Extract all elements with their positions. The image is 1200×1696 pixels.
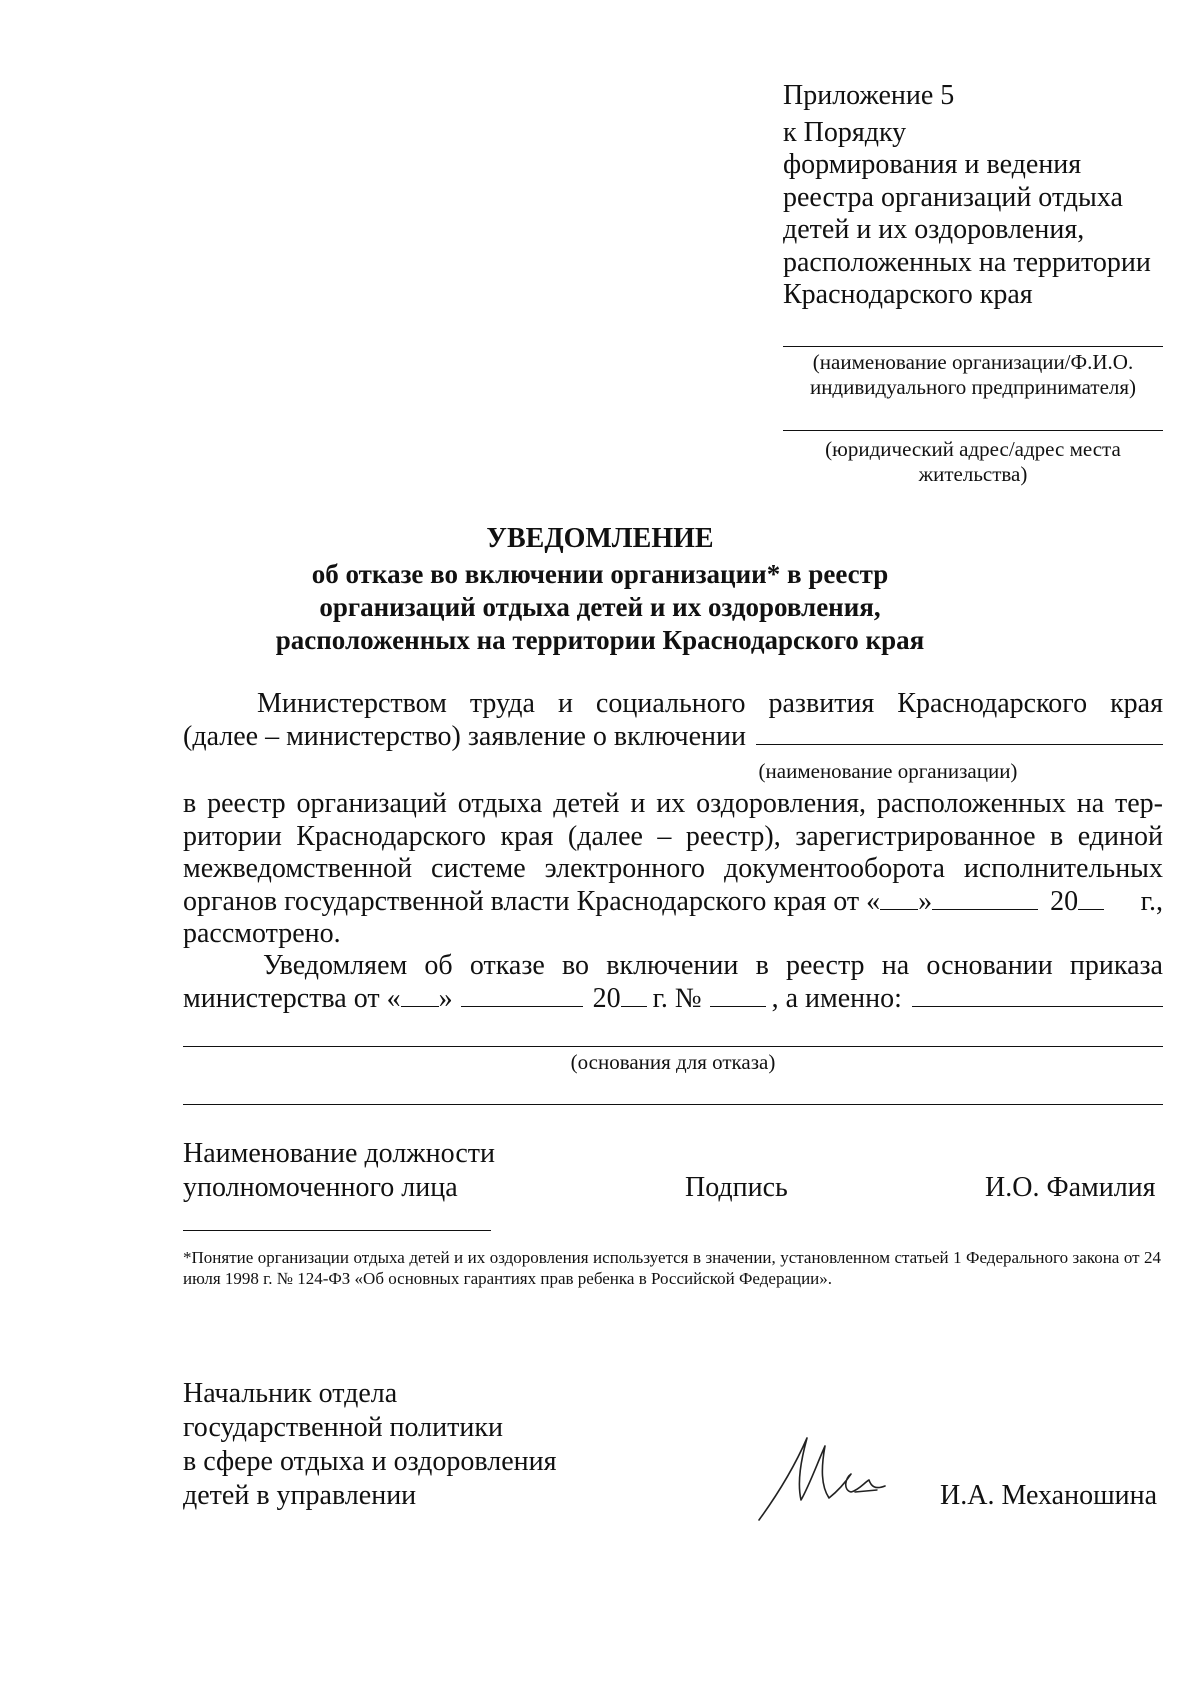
reason-line-2 — [183, 1104, 1163, 1105]
notice-paragraph-1 — [183, 688, 1163, 951]
order-month-blank — [461, 984, 583, 1007]
approval-position: Начальник отдела государственной политики в сфере отдыха и оздоровления детей в управлении — [183, 1378, 557, 1511]
title-line: расположенных на территории Краснодарского края — [275, 625, 925, 655]
org-name-blank-caption: (наименование организации) — [758, 759, 1018, 783]
position-title: Наименование должности уполномоченного лица — [183, 1138, 495, 1203]
approval-name: И.А. Механошина — [940, 1480, 1158, 1511]
org-name-caption: (наименование организации/Ф.И.О. индивидуального предпринимателя) — [809, 350, 1137, 399]
paragraph-line: межведомственной системе электронного документооборота исполнительных — [183, 853, 1163, 884]
address-caption: (юридический адрес/адрес места жительства) — [825, 437, 1121, 486]
title-line: организаций отдыха детей и их оздоровления, — [319, 592, 881, 622]
annex-header — [783, 80, 1183, 312]
reason-caption: (основания для отказа) — [570, 1050, 776, 1074]
paragraph-line: ритории Краснодарского края (далее – реестр), зарегистрированное в единой — [183, 820, 1163, 852]
paragraph-line: Министерством труда и социального развития Краснодарского края — [257, 688, 1163, 719]
annex-line: Приложение 5 — [783, 80, 955, 111]
document-title — [0, 522, 1200, 657]
footnote-separator — [183, 1230, 491, 1231]
address-line — [783, 430, 1163, 431]
order-number-blank — [710, 984, 766, 1007]
footnote-text: *Понятие организации отдыха детей и их оздоровления используется в значении, установленном статьей 1 Федерального закона от 24 июля 1998 г. № 124-ФЗ «Об основных гарантиях прав ребенка в Российской Федерации». — [183, 1248, 1161, 1288]
signature-label: Подпись — [685, 1172, 788, 1203]
order-year-blank — [621, 984, 647, 1007]
full-name-label: И.О. Фамилия — [985, 1172, 1156, 1203]
annex-line: детей и их оздоровления, — [783, 214, 1085, 245]
paragraph-line: Уведомляем об отказе во включении в реестр на основании приказа — [263, 950, 1163, 981]
paragraph-line: рассмотрено. — [183, 918, 341, 949]
annex-line: расположенных на территории — [783, 246, 1151, 278]
org-name-line — [783, 346, 1163, 347]
paragraph-line: в реестр организаций отдыха детей и их оздоровления, расположенных на тер- — [183, 788, 1163, 819]
notice-paragraph-2 — [183, 950, 1163, 1015]
reason-line-1 — [183, 1046, 1163, 1047]
title-main: УВЕДОМЛЕНИЕ — [486, 523, 714, 554]
paragraph-line: министерства от « » 20 г. № , а именно: — [183, 983, 1163, 1016]
annex-line: реестра организаций отдыха — [783, 181, 1123, 213]
month-blank — [932, 887, 1038, 910]
org-name-blank — [756, 722, 1163, 745]
annex-line: формирования и ведения — [783, 149, 1082, 180]
annex-line: к Порядку — [783, 116, 907, 148]
annex-line: Краснодарского края — [783, 279, 1033, 310]
order-day-blank — [401, 984, 439, 1007]
paragraph-line: (далее – министерство) заявление о включении — [183, 721, 1163, 754]
title-line: об отказе во включении организации* в реестр — [311, 559, 889, 589]
year-blank — [1078, 887, 1104, 910]
paragraph-line: органов государственной власти Краснодарского края от « » 20 г., — [183, 885, 1163, 917]
handwritten-signature — [755, 1428, 900, 1524]
day-blank — [880, 887, 918, 910]
reason-blank — [912, 984, 1163, 1007]
